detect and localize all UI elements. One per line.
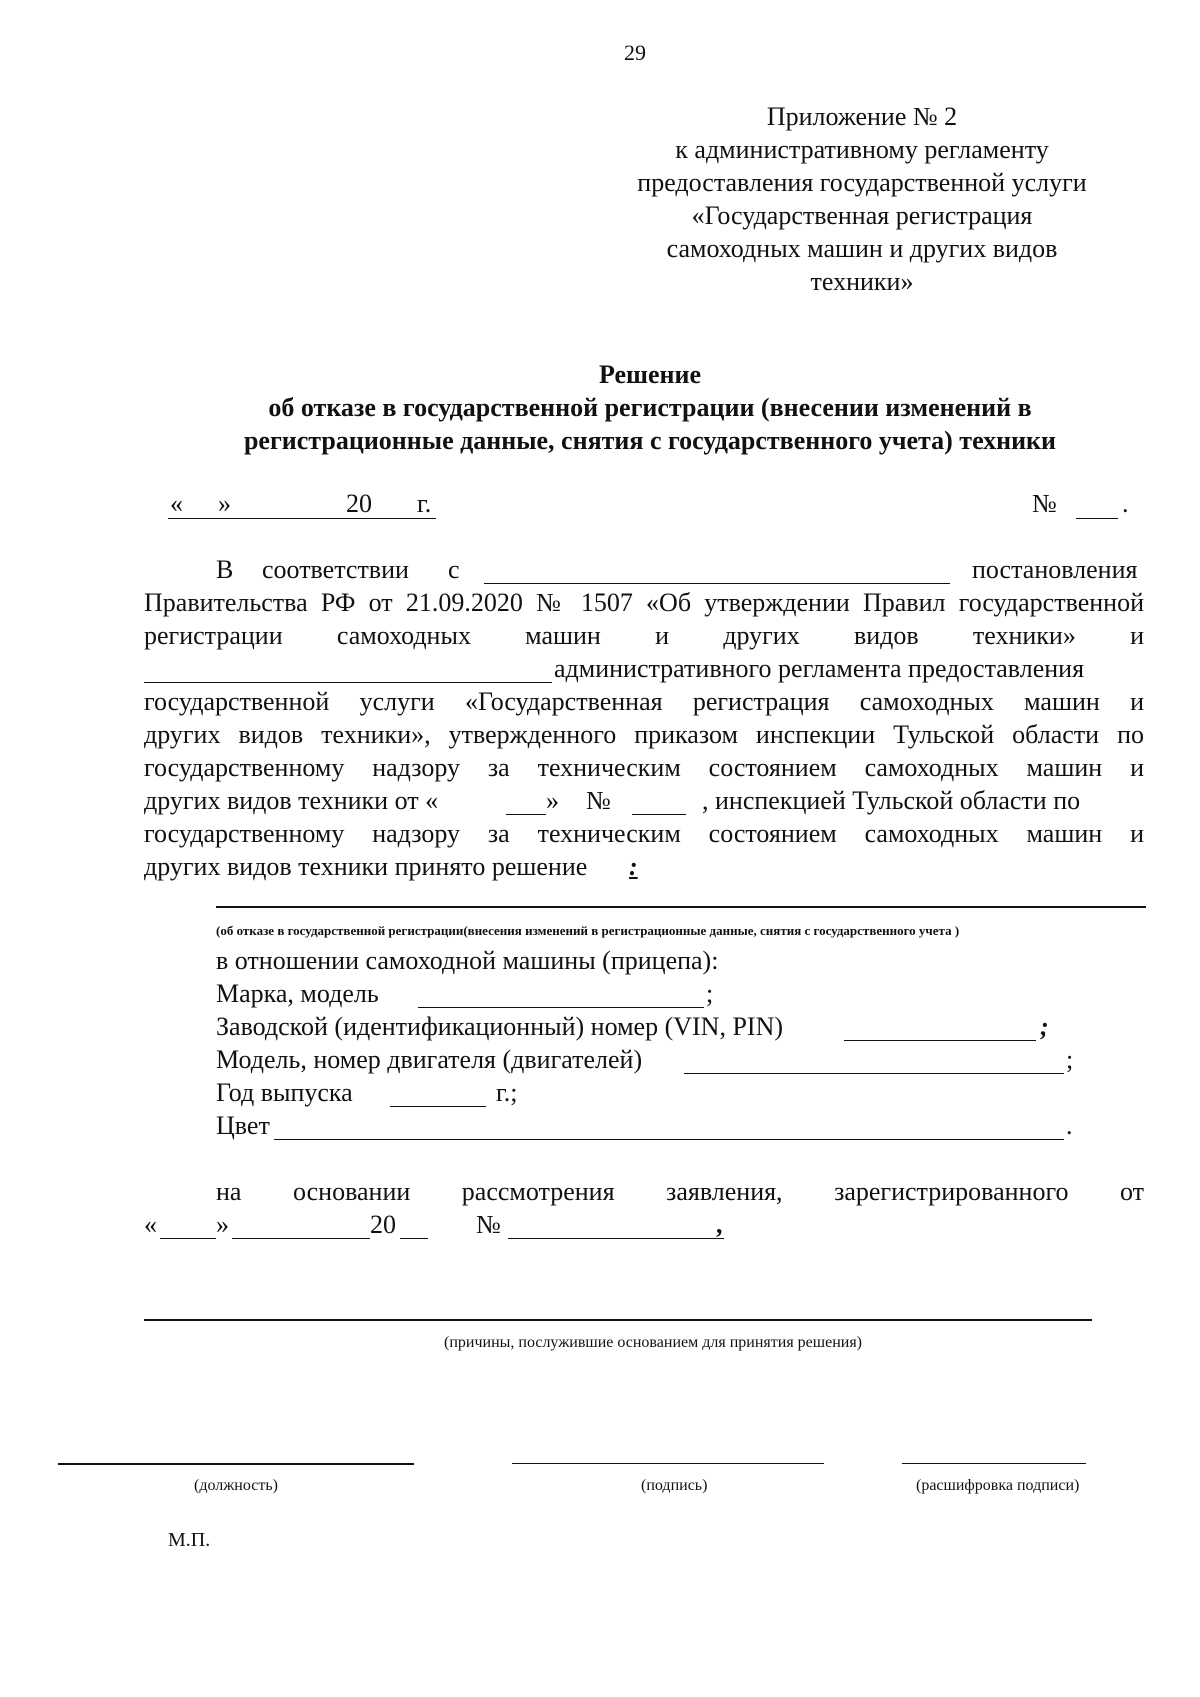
vehicle-brand-semicolon: ; [706,979,714,1008]
vehicle-vin-semicolon: ; [1040,1012,1049,1041]
reasons-line [144,1319,1092,1321]
signature-caption: (подпись) [641,1477,708,1494]
basis-open-quote: « [144,1210,157,1239]
body-line8-d: , инспекцией Тульской области по [702,786,1081,815]
decoding-line [902,1463,1086,1464]
basis-year-prefix: 20 [370,1210,396,1239]
date-open-quote: « [170,489,183,518]
appendix-block [612,100,1112,298]
vehicle-year-unit: г.; [496,1078,518,1107]
number-end-dot: . [1122,489,1129,518]
vehicle-brand-blank [418,1007,704,1008]
body-blank-4 [632,814,686,815]
number-label: № [1032,489,1057,518]
date-year-prefix: 20 [346,489,372,518]
vehicle-color-blank [274,1139,1064,1140]
title-heading: Решение [598,360,702,389]
date-year-suffix: г. [417,489,432,518]
appendix-line: предоставления государственной услуги [637,168,1087,197]
vehicle-brand-label: Марка, модель [216,979,379,1008]
body-line8-c: № [586,786,611,815]
body-line1-end: постановления [972,555,1138,584]
vehicle-year-blank [390,1106,486,1107]
body-line10: других видов техники принято решение [144,852,588,881]
body-blank-3 [506,814,546,815]
basis-month-blank [232,1238,370,1239]
body-blank-1 [484,583,950,584]
stamp-label: М.П. [168,1529,211,1551]
appendix-line: к административному регламенту [675,135,1049,164]
vehicle-color-dot: . [1066,1111,1073,1140]
body-line: регистрации самоходных машин и других видов техники» и [144,621,1144,650]
body-blank-2 [144,682,552,683]
body-line1-word: с [448,555,460,584]
page-number: 29 [624,40,646,65]
basis-line1: на основании рассмотрения заявления, зарегистрированного от [216,1177,1144,1206]
body-line8-a: других видов техники от « [144,786,439,815]
body-line: государственному надзору за техническим состоянием самоходных машин и [144,753,1144,782]
vehicle-engine-label: Модель, номер двигателя (двигателей) [216,1045,643,1074]
body-line1-start: В [216,555,234,584]
body-line: государственной услуги «Государственная регистрация самоходных машин и [144,687,1144,716]
title-subtitle: регистрационные данные, снятия с государственного учета) техники [243,426,1057,455]
basis-day-blank [160,1238,216,1239]
appendix-line: «Государственная регистрация [691,201,1033,230]
body-line: Правительства РФ от 21.09.2020 № 1507 «Об утверждении Правил государственной [144,588,1144,617]
body-line: государственному надзору за техническим состоянием самоходных машин и [144,819,1144,848]
vehicle-intro: в отношении самоходной машины (прицепа): [216,946,719,975]
appendix-line: Приложение № 2 [766,102,958,131]
vehicle-engine-blank [684,1073,1064,1074]
appendix-line: техники» [810,267,914,296]
document-title [130,358,1170,457]
decoding-caption: (расшифровка подписи) [916,1477,1080,1494]
date-underline [168,518,436,519]
body-line: других видов техники», утвержденного приказом инспекции Тульской области по [144,720,1144,749]
body-line8-b: » [546,786,559,815]
reasons-caption: (причины, послужившие основанием для принятия решения) [444,1334,863,1351]
basis-close-quote: » [216,1210,229,1239]
position-line [58,1463,414,1465]
vehicle-vin-blank [844,1040,1036,1041]
basis-year-blank [400,1238,428,1239]
decision-caption: (об отказе в государственной регистрации(внесения изменений в регистрационные данные, снятия с государственного учета ) [216,923,960,938]
basis-number-label: № [476,1210,501,1239]
appendix-line: самоходных машин и других видов [666,234,1058,263]
number-blank [1076,518,1118,519]
body-line4-end: административного регламента предоставления [554,654,1085,683]
signature-line [512,1463,824,1464]
position-caption: (должность) [194,1477,278,1494]
title-subtitle: об отказе в государственной регистрации (внесении изменений в [268,393,1032,422]
date-close-quote: » [218,489,231,518]
decision-line [216,906,1146,908]
basis-comma: , [716,1210,723,1239]
basis-number-blank [508,1238,724,1239]
vehicle-color-label: Цвет [216,1111,270,1140]
body-line10-colon: : [629,852,638,881]
vehicle-year-label: Год выпуска [216,1078,353,1107]
vehicle-engine-semicolon: ; [1066,1045,1074,1074]
vehicle-vin-label: Заводской (идентификационный) номер (VIN, PIN) [216,1012,784,1041]
body-line1-word: соответствии [262,555,409,584]
